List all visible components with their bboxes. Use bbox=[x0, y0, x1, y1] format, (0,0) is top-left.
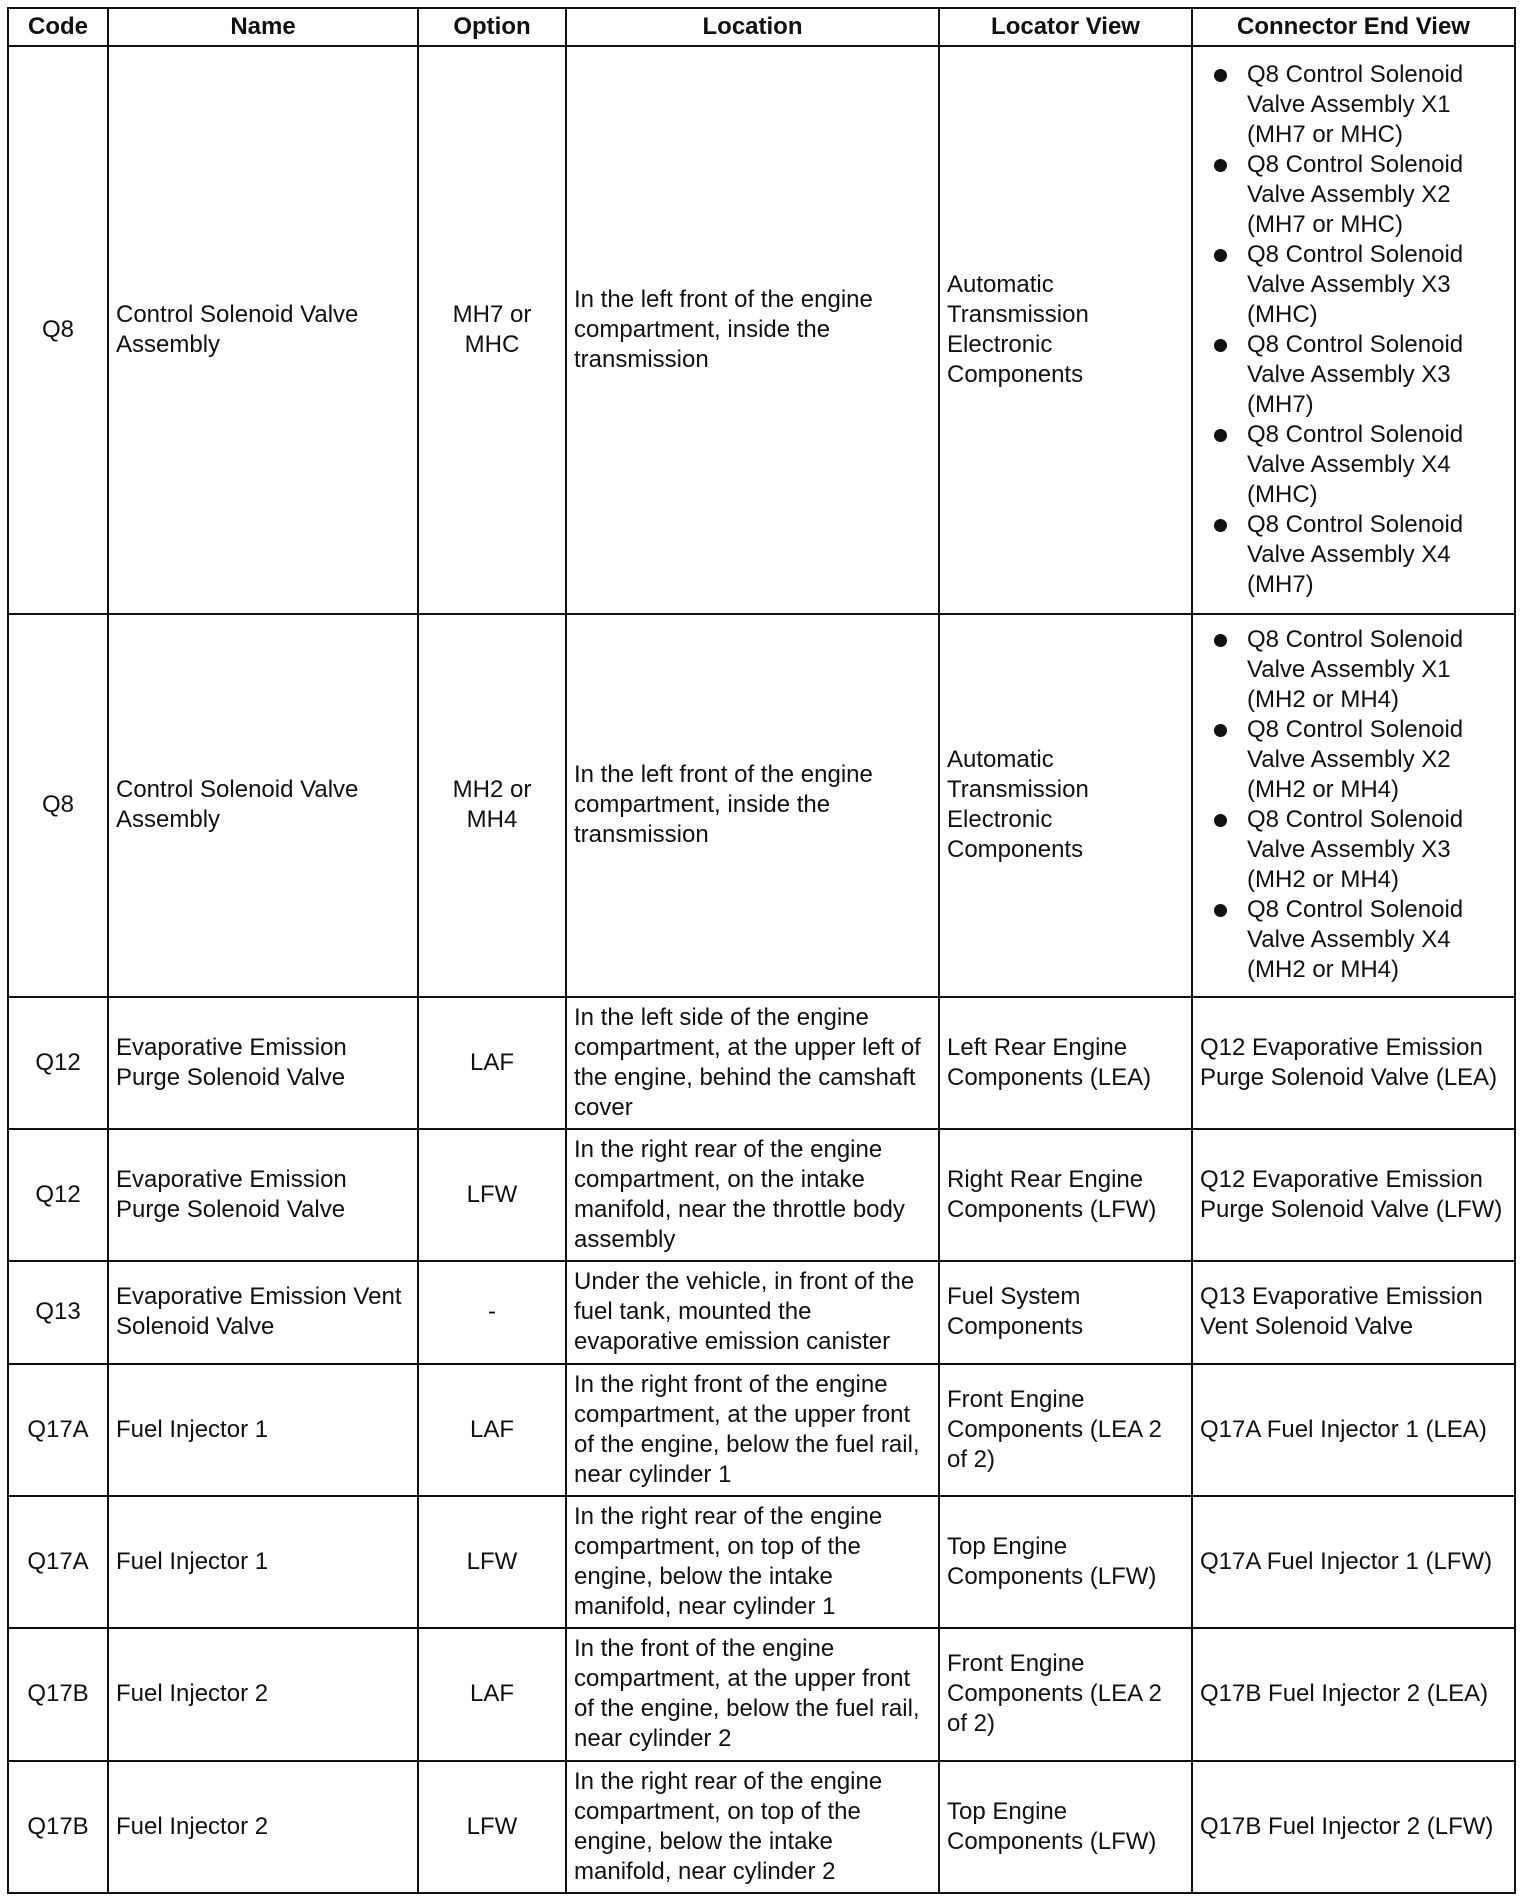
cell-option: LFW bbox=[418, 1761, 566, 1893]
connector-list-item: Q8 Control Solenoid Valve Assembly X2 (MH7 or MHC) bbox=[1247, 150, 1507, 240]
cell-location: In the left front of the engine compartment, inside the transmission bbox=[566, 614, 939, 997]
cell-location: In the left side of the engine compartment, at the upper left of the engine, behind the camshaft cover bbox=[566, 997, 939, 1129]
cell-name: Evaporative Emission Vent Solenoid Valve bbox=[108, 1261, 418, 1363]
cell-location: In the right rear of the engine compartment, on the intake manifold, near the throttle body assembly bbox=[566, 1129, 939, 1261]
header-location: Location bbox=[566, 8, 939, 46]
table-row bbox=[8, 1496, 1515, 1628]
cell-connector-end-view: Q17B Fuel Injector 2 (LFW) bbox=[1192, 1761, 1515, 1893]
table-row bbox=[8, 997, 1515, 1129]
cell-locator-view: Right Rear Engine Components (LFW) bbox=[939, 1129, 1192, 1261]
cell-name: Fuel Injector 1 bbox=[108, 1496, 418, 1628]
table-row bbox=[8, 1261, 1515, 1363]
cell-code: Q17A bbox=[8, 1364, 108, 1496]
cell-location: In the right rear of the engine compartment, on top of the engine, below the intake manifold, near cylinder 2 bbox=[566, 1761, 939, 1893]
cell-locator-view: Top Engine Components (LFW) bbox=[939, 1761, 1192, 1893]
cell-code: Q17B bbox=[8, 1761, 108, 1893]
cell-connector-end-view: Q17B Fuel Injector 2 (LEA) bbox=[1192, 1628, 1515, 1760]
connector-list-item: Q8 Control Solenoid Valve Assembly X3 (MH7) bbox=[1247, 330, 1507, 420]
table-row bbox=[8, 1364, 1515, 1496]
header-locator-view: Locator View bbox=[939, 8, 1192, 46]
cell-code: Q13 bbox=[8, 1261, 108, 1363]
cell-name: Control Solenoid Valve Assembly bbox=[108, 46, 418, 614]
table-row bbox=[8, 1761, 1515, 1893]
cell-connector-end-view bbox=[1192, 614, 1515, 997]
header-row bbox=[8, 8, 1515, 46]
cell-locator-view: Front Engine Components (LEA 2 of 2) bbox=[939, 1364, 1192, 1496]
connector-list-item: Q8 Control Solenoid Valve Assembly X4 (MHC) bbox=[1247, 420, 1507, 510]
connector-list bbox=[1200, 625, 1507, 985]
cell-name: Control Solenoid Valve Assembly bbox=[108, 614, 418, 997]
cell-location: In the right rear of the engine compartment, on top of the engine, below the intake manifold, near cylinder 1 bbox=[566, 1496, 939, 1628]
cell-code: Q12 bbox=[8, 997, 108, 1129]
cell-code: Q12 bbox=[8, 1129, 108, 1261]
connector-list-item: Q8 Control Solenoid Valve Assembly X1 (MH7 or MHC) bbox=[1247, 60, 1507, 150]
table-row bbox=[8, 46, 1515, 614]
cell-locator-view: Left Rear Engine Components (LEA) bbox=[939, 997, 1192, 1129]
connector-list-item: Q8 Control Solenoid Valve Assembly X3 (MHC) bbox=[1247, 240, 1507, 330]
connector-list bbox=[1200, 60, 1507, 600]
cell-code: Q8 bbox=[8, 614, 108, 997]
connector-list-item: Q8 Control Solenoid Valve Assembly X1 (MH2 or MH4) bbox=[1247, 625, 1507, 715]
cell-connector-end-view: Q17A Fuel Injector 1 (LEA) bbox=[1192, 1364, 1515, 1496]
cell-code: Q17A bbox=[8, 1496, 108, 1628]
cell-option: LFW bbox=[418, 1129, 566, 1261]
cell-connector-end-view: Q12 Evaporative Emission Purge Solenoid Valve (LFW) bbox=[1192, 1129, 1515, 1261]
cell-option: LAF bbox=[418, 1364, 566, 1496]
connector-list-item: Q8 Control Solenoid Valve Assembly X4 (MH7) bbox=[1247, 510, 1507, 600]
cell-locator-view: Top Engine Components (LFW) bbox=[939, 1496, 1192, 1628]
cell-connector-end-view: Q12 Evaporative Emission Purge Solenoid Valve (LEA) bbox=[1192, 997, 1515, 1129]
component-locator-table bbox=[7, 7, 1516, 1894]
cell-locator-view: Automatic Transmission Electronic Components bbox=[939, 46, 1192, 614]
connector-list-item: Q8 Control Solenoid Valve Assembly X2 (MH2 or MH4) bbox=[1247, 715, 1507, 805]
header-code: Code bbox=[8, 8, 108, 46]
cell-locator-view: Front Engine Components (LEA 2 of 2) bbox=[939, 1628, 1192, 1760]
header-option: Option bbox=[418, 8, 566, 46]
cell-option: LFW bbox=[418, 1496, 566, 1628]
cell-locator-view: Automatic Transmission Electronic Components bbox=[939, 614, 1192, 997]
cell-option: MH7 or MHC bbox=[418, 46, 566, 614]
cell-name: Fuel Injector 1 bbox=[108, 1364, 418, 1496]
cell-code: Q8 bbox=[8, 46, 108, 614]
header-connector-end-view: Connector End View bbox=[1192, 8, 1515, 46]
cell-name: Fuel Injector 2 bbox=[108, 1761, 418, 1893]
connector-list-item: Q8 Control Solenoid Valve Assembly X4 (MH2 or MH4) bbox=[1247, 895, 1507, 985]
cell-option: LAF bbox=[418, 997, 566, 1129]
cell-name: Fuel Injector 2 bbox=[108, 1628, 418, 1760]
cell-option: MH2 or MH4 bbox=[418, 614, 566, 997]
cell-location: In the front of the engine compartment, at the upper front of the engine, below the fuel rail, near cylinder 2 bbox=[566, 1628, 939, 1760]
cell-location: In the left front of the engine compartment, inside the transmission bbox=[566, 46, 939, 614]
cell-option: LAF bbox=[418, 1628, 566, 1760]
connector-list-item: Q8 Control Solenoid Valve Assembly X3 (MH2 or MH4) bbox=[1247, 805, 1507, 895]
cell-code: Q17B bbox=[8, 1628, 108, 1760]
cell-option: - bbox=[418, 1261, 566, 1363]
cell-locator-view: Fuel System Components bbox=[939, 1261, 1192, 1363]
table-row bbox=[8, 1129, 1515, 1261]
cell-name: Evaporative Emission Purge Solenoid Valve bbox=[108, 1129, 418, 1261]
table-row bbox=[8, 1628, 1515, 1760]
cell-location: In the right front of the engine compartment, at the upper front of the engine, below the fuel rail, near cylinder 1 bbox=[566, 1364, 939, 1496]
cell-location: Under the vehicle, in front of the fuel tank, mounted the evaporative emission canister bbox=[566, 1261, 939, 1363]
cell-connector-end-view: Q17A Fuel Injector 1 (LFW) bbox=[1192, 1496, 1515, 1628]
header-name: Name bbox=[108, 8, 418, 46]
cell-connector-end-view: Q13 Evaporative Emission Vent Solenoid Valve bbox=[1192, 1261, 1515, 1363]
cell-connector-end-view bbox=[1192, 46, 1515, 614]
cell-name: Evaporative Emission Purge Solenoid Valve bbox=[108, 997, 418, 1129]
table-row bbox=[8, 614, 1515, 997]
